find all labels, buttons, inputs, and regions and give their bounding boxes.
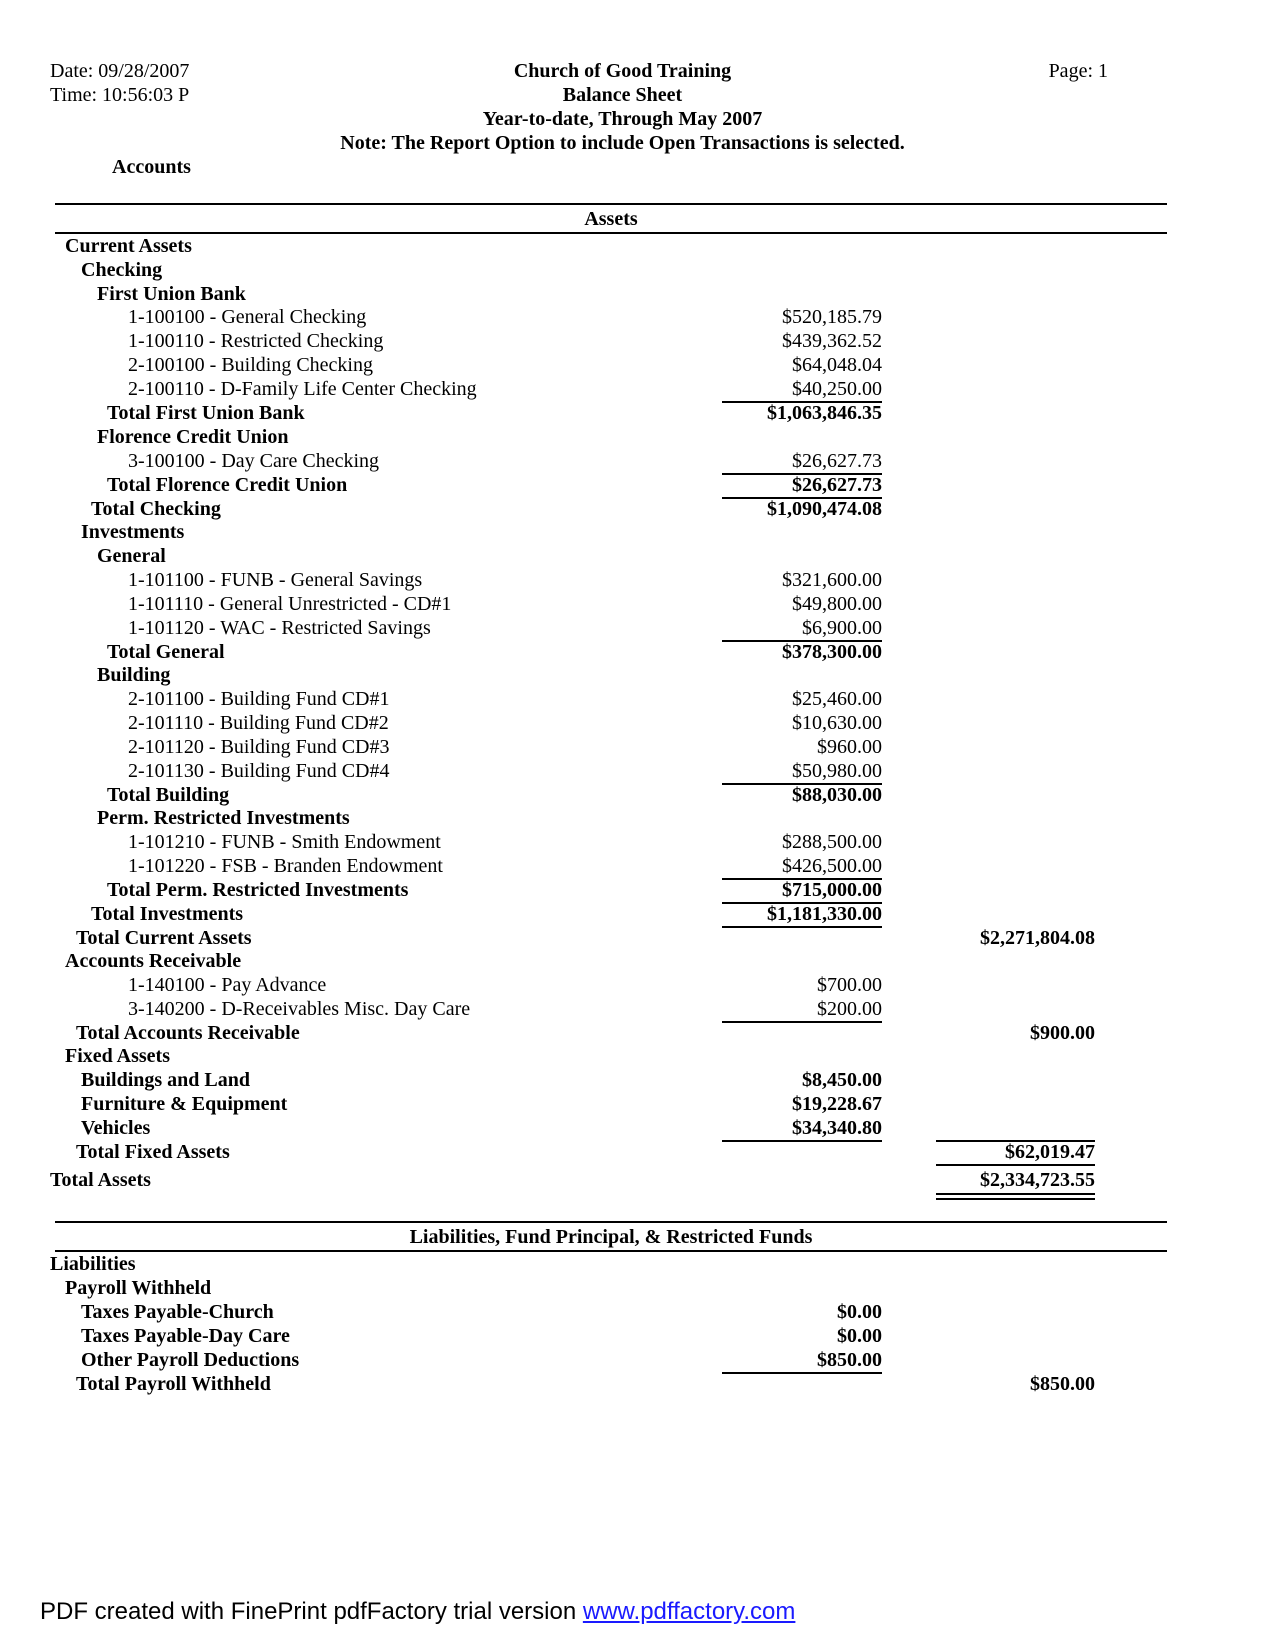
table-row: [0, 1022, 1275, 1047]
row-amount: $378,300.00: [782, 641, 882, 663]
row-label: 1-140100 - Pay Advance: [128, 974, 327, 996]
row-amount: $26,627.73: [792, 450, 882, 472]
row-label: 3-140200 - D-Receivables Misc. Day Care: [128, 998, 471, 1020]
table-row: [0, 545, 1275, 570]
table-row: [0, 498, 1275, 523]
table-row: [0, 593, 1275, 618]
table-row: [0, 330, 1275, 355]
table-row: [0, 688, 1275, 713]
row-label: Total First Union Bank: [107, 402, 305, 424]
table-row: [0, 1141, 1275, 1166]
table-row: [0, 1253, 1275, 1278]
row-total: $900.00: [1030, 1022, 1095, 1044]
row-amount: $10,630.00: [792, 712, 882, 734]
table-row: [0, 927, 1275, 952]
row-label: 1-101120 - WAC - Restricted Savings: [128, 617, 431, 639]
liabilities-top-rule: [55, 1221, 1167, 1223]
row-label: Taxes Payable-Day Care: [81, 1325, 290, 1347]
row-label: Total General: [107, 641, 225, 663]
table-row: [0, 1325, 1275, 1350]
table-row: [0, 831, 1275, 856]
row-amount: $426,500.00: [782, 855, 882, 877]
row-amount: $26,627.73: [792, 474, 882, 496]
grand-total-double-rule: [936, 1193, 1095, 1200]
table-row: [0, 259, 1275, 284]
report-time: Time: 10:56:03 P: [50, 84, 190, 106]
pdf-watermark-footer: [40, 1598, 795, 1626]
row-label: 2-100110 - D-Family Life Center Checking: [128, 378, 477, 400]
table-row: [0, 760, 1275, 785]
table-row: [0, 879, 1275, 904]
report-title: Balance Sheet: [562, 84, 683, 106]
row-label: 1-100100 - General Checking: [128, 306, 367, 328]
row-amount: $850.00: [817, 1349, 882, 1371]
row-label: Total Florence Credit Union: [107, 474, 348, 496]
row-amount: $64,048.04: [792, 354, 882, 376]
row-amount: $50,980.00: [792, 760, 882, 782]
pdffactory-link[interactable]: www.pdffactory.com: [582, 1598, 796, 1625]
row-label: 2-101110 - Building Fund CD#2: [128, 712, 389, 734]
table-row: [0, 378, 1275, 403]
row-label: Liabilities: [50, 1253, 136, 1275]
row-total: $62,019.47: [1005, 1141, 1095, 1163]
report-period: Year-to-date, Through May 2007: [482, 108, 763, 130]
table-row: [0, 235, 1275, 260]
table-row: [0, 1093, 1275, 1118]
assets-section-title: Assets: [584, 208, 638, 230]
row-label: Vehicles: [81, 1117, 151, 1139]
table-row: [0, 402, 1275, 427]
row-label: 1-101220 - FSB - Branden Endowment: [128, 855, 443, 877]
row-label: Other Payroll Deductions: [81, 1349, 300, 1371]
row-label: Total Perm. Restricted Investments: [107, 879, 409, 901]
table-row: [0, 1301, 1275, 1326]
row-label: Total Current Assets: [76, 927, 252, 949]
row-amount: $1,090,474.08: [767, 498, 882, 520]
table-row: [0, 950, 1275, 975]
row-amount: $960.00: [817, 736, 882, 758]
row-label: Total Fixed Assets: [76, 1141, 230, 1163]
row-label: Florence Credit Union: [97, 426, 289, 448]
liabilities-section-title: Liabilities, Fund Principal, & Restricted Funds: [409, 1226, 813, 1248]
row-amount: $321,600.00: [782, 569, 882, 591]
page-number: Page: 1: [1048, 60, 1108, 82]
table-row: [0, 426, 1275, 451]
row-amount: $715,000.00: [782, 879, 882, 901]
row-label: Investments: [81, 521, 185, 543]
row-label: 1-100110 - Restricted Checking: [128, 330, 384, 352]
table-row: [0, 474, 1275, 499]
row-label: 3-100100 - Day Care Checking: [128, 450, 380, 472]
row-amount: $1,063,846.35: [767, 402, 882, 424]
table-row: [0, 1045, 1275, 1070]
table-row: [0, 617, 1275, 642]
row-label: Furniture & Equipment: [81, 1093, 288, 1115]
table-row: [0, 450, 1275, 475]
row-label: Current Assets: [65, 235, 192, 257]
table-row: [0, 807, 1275, 832]
row-label: 2-101100 - Building Fund CD#1: [128, 688, 390, 710]
row-label: Total Assets: [50, 1169, 151, 1191]
report-note: Note: The Report Option to include Open Transactions is selected.: [340, 132, 905, 154]
row-amount: $19,228.67: [792, 1093, 882, 1115]
row-label: Fixed Assets: [65, 1045, 170, 1067]
table-row: [0, 974, 1275, 999]
row-label: First Union Bank: [97, 283, 246, 305]
row-label: Total Investments: [91, 903, 244, 925]
table-row: [0, 1069, 1275, 1094]
row-label: Building: [97, 664, 171, 686]
row-label: Total Checking: [91, 498, 221, 520]
report-date: Date: 09/28/2007: [50, 60, 190, 82]
row-amount: $288,500.00: [782, 831, 882, 853]
table-row: [0, 641, 1275, 666]
table-row: [0, 354, 1275, 379]
table-row: [0, 855, 1275, 880]
row-label: Total Building: [107, 784, 230, 806]
row-amount: $34,340.80: [792, 1117, 882, 1139]
table-row: [0, 784, 1275, 809]
row-amount: $1,181,330.00: [767, 903, 882, 925]
row-label: 2-101130 - Building Fund CD#4: [128, 760, 390, 782]
row-total: $2,271,804.08: [980, 927, 1095, 949]
row-amount: $25,460.00: [792, 688, 882, 710]
row-amount: $0.00: [837, 1301, 882, 1323]
row-amount: $439,362.52: [782, 330, 882, 352]
table-row: [0, 736, 1275, 761]
footer-text: PDF created with FinePrint pdfFactory trial version: [40, 1598, 583, 1625]
row-amount: $700.00: [817, 974, 882, 996]
table-row: [0, 1373, 1275, 1398]
table-row: [0, 1349, 1275, 1374]
row-label: Perm. Restricted Investments: [97, 807, 350, 829]
row-label: 2-100100 - Building Checking: [128, 354, 373, 376]
table-row: [0, 1169, 1275, 1194]
row-amount: $200.00: [817, 998, 882, 1020]
row-total: $2,334,723.55: [980, 1169, 1095, 1191]
row-label: Total Accounts Receivable: [76, 1022, 300, 1044]
accounts-column-label: Accounts: [112, 156, 191, 178]
row-amount: $88,030.00: [792, 784, 882, 806]
row-label: 1-101110 - General Unrestricted - CD#1: [128, 593, 452, 615]
liabilities-bottom-rule: [55, 1250, 1167, 1252]
row-label: General: [97, 545, 166, 567]
table-row: [0, 1277, 1275, 1302]
organization-name: Church of Good Training: [513, 60, 732, 82]
row-label: 1-101210 - FUNB - Smith Endowment: [128, 831, 441, 853]
table-row: [0, 569, 1275, 594]
row-label: 1-101100 - FUNB - General Savings: [128, 569, 423, 591]
row-label: Checking: [81, 259, 163, 281]
row-amount: $0.00: [837, 1325, 882, 1347]
total-rule: [936, 1164, 1095, 1166]
table-row: [0, 998, 1275, 1023]
row-label: Accounts Receivable: [65, 950, 242, 972]
table-row: [0, 1117, 1275, 1142]
row-amount: $6,900.00: [802, 617, 882, 639]
row-amount: $520,185.79: [782, 306, 882, 328]
row-total: $850.00: [1030, 1373, 1095, 1395]
row-label: Buildings and Land: [81, 1069, 250, 1091]
row-amount: $40,250.00: [792, 378, 882, 400]
table-row: [0, 283, 1275, 308]
assets-top-rule: [55, 203, 1167, 205]
row-label: Taxes Payable-Church: [81, 1301, 274, 1323]
table-row: [0, 903, 1275, 928]
table-row: [0, 712, 1275, 737]
assets-bottom-rule: [55, 232, 1167, 234]
row-amount: $8,450.00: [802, 1069, 882, 1091]
row-label: 2-101120 - Building Fund CD#3: [128, 736, 390, 758]
table-row: [0, 521, 1275, 546]
row-amount: $49,800.00: [792, 593, 882, 615]
row-label: Total Payroll Withheld: [76, 1373, 271, 1395]
table-row: [0, 306, 1275, 331]
table-row: [0, 664, 1275, 689]
row-label: Payroll Withheld: [65, 1277, 212, 1299]
